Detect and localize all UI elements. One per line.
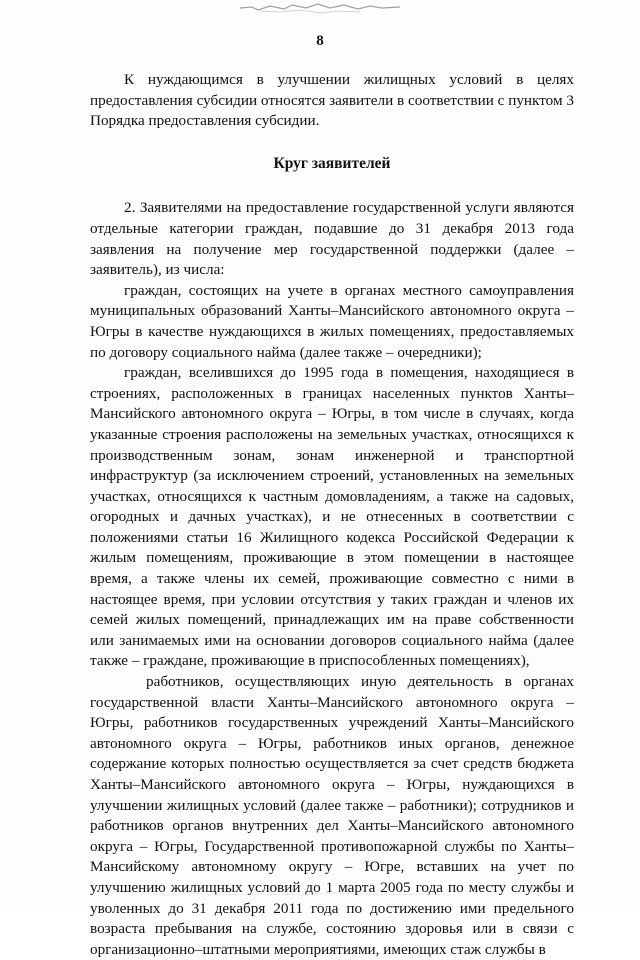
paragraph-needy-applicants: К нуждающимся в улучшении жилищных условий в целях предоставления субсидии относятся заявители в соответствии с пунктом 3 Порядка предоставления субсидии. — [90, 71, 574, 130]
page-number: 8 — [316, 33, 324, 49]
scan-artifact — [240, 2, 400, 16]
scan-artifact-bottom — [150, 889, 450, 899]
paragraph-applicants: 2. Заявителями на предоставление государственной услуги являются отдельные категории граждан, подавшие до 31 декабря 2013 года заявления на получение мер государственной поддержки (далее – заявитель), из числа: — [90, 199, 574, 279]
paragraph-queue-citizens: граждан, состоящих на учете в органах местного самоуправления муниципальных образований Ханты–Мансийского автономного округа – Югры в качестве нуждающихся в жилых помещениях, предоставляемых по договору социального найма (далее также – очередники); — [90, 281, 574, 361]
paragraph-adapted-housing: граждан, вселившихся до 1995 года в помещения, находящиеся в строениях, расположенных в границах населенных пунктов Ханты–Мансийского автономного округа – Югры, в том числе в случаях, когда указанные строения расположены на земельных участках, относящихся к производственным зонам, зонам инженерной и транспортной инфраструктур (за исключением строений, установленных на земельных участках, относящихся к частным домовладениям, а также на садовых, огородных и дачных участках), и не отнесенных в соответствии с положениями статьи 16 Жилищного кодекса Российской Федерации к жилым помещениям, проживающие в этом помещении в настоящее время, а также члены их семей, проживающие совместно с ними в настоящее время, при условии отсутствия у таких граждан и членов их семей жилых помещений, принадлежащих им на праве собственности или занимаемых ими на основании договоров социального найма (далее также – граждане, проживающие в приспособленных помещениях), — [90, 364, 574, 670]
paragraph-workers: работников, осуществляющих иную деятельность в органах государственной власти Ханты–Мансийского автономного округа – Югры, работников государственных учреждений Ханты–Мансийского автономного округа – Югры, работников иных органов, денежное содержание которых полностью осуществляется за счет средств бюджета Ханты–Мансийского автономного округа – Югры, нуждающихся в улучшении жилищных условий (далее также – работники); сотрудников и работников органов внутренних дел Ханты–Мансийского автономного округа – Югры, Государственной противопожарной службы по Ханты–Мансийскому автономному округу – Югре, вставших на учет по улучшению жилищных условий до 1 марта 2005 года по месту службы и уволенных до 31 декабря 2011 года по достижению ими предельного возраста пребывания на службе, состоянию здоровья или в связи с организационно–штатными мероприятиями, имеющих стаж службы в — [90, 673, 574, 958]
section-heading: Круг заявителей — [273, 154, 391, 172]
document-body — [90, 70, 574, 960]
